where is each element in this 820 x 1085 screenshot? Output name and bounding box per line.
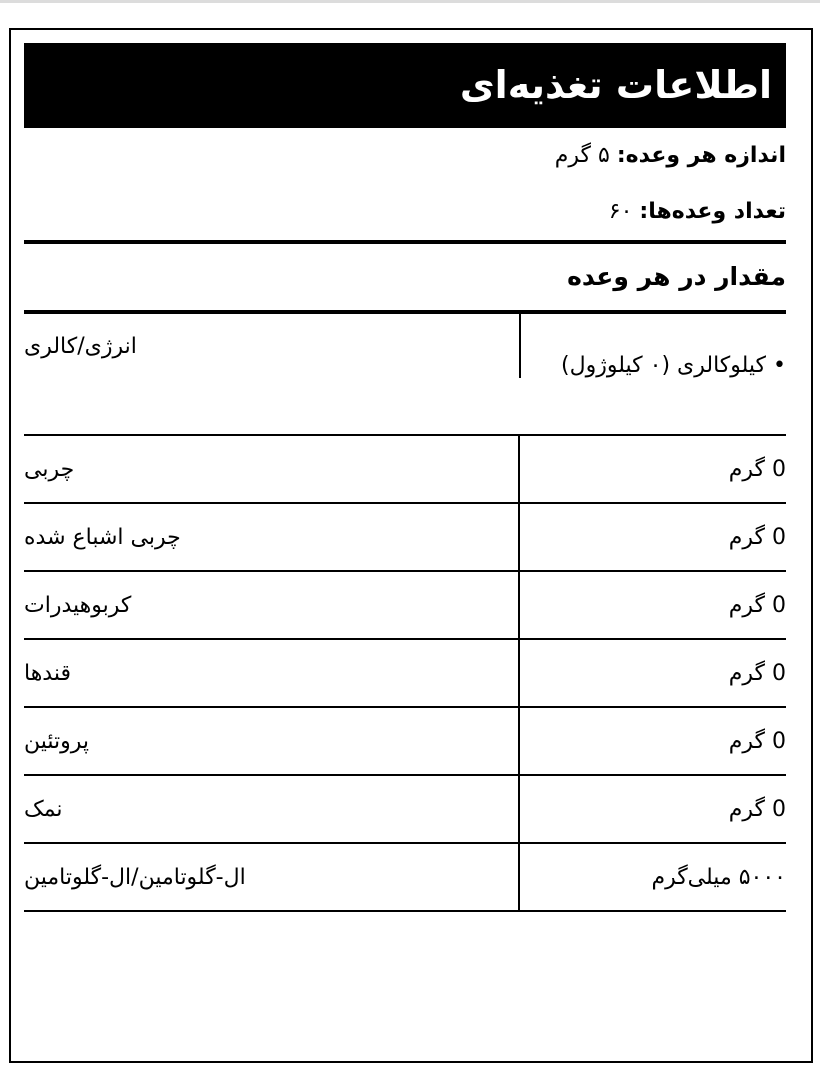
nutrient-value: 0 گرم xyxy=(519,707,786,775)
servings-count xyxy=(24,184,786,240)
nutrient-name: چربی xyxy=(24,435,519,503)
table-row xyxy=(24,639,786,707)
energy-name: انرژی/کالری xyxy=(24,314,519,435)
nutrient-value: 0 گرم xyxy=(519,435,786,503)
label-title: اطلاعات تغذیه‌ای xyxy=(24,43,786,128)
nutrient-value: ۵۰۰۰ میلی‌گرم xyxy=(519,843,786,911)
nutrient-name: نمک xyxy=(24,775,519,843)
servings-count-value: ۶۰ xyxy=(608,199,633,224)
energy-value-cell xyxy=(519,314,786,435)
nutrient-name: قندها xyxy=(24,639,519,707)
column-separator xyxy=(519,314,521,378)
nutrient-value: 0 گرم xyxy=(519,571,786,639)
nutrient-value: 0 گرم xyxy=(519,775,786,843)
nutrient-value: 0 گرم xyxy=(519,503,786,571)
nutrient-name: کربوهیدرات xyxy=(24,571,519,639)
amount-per-serving-heading: مقدار در هر وعده xyxy=(567,262,786,291)
table-row xyxy=(24,843,786,911)
table-row-energy xyxy=(24,314,786,435)
nutrition-table xyxy=(24,314,786,912)
nutrient-name: ال-گلوتامین/ال-گلوتامین xyxy=(24,843,519,911)
table-row xyxy=(24,775,786,843)
nutrient-value: 0 گرم xyxy=(519,639,786,707)
nutrient-name: پروتئین xyxy=(24,707,519,775)
table-row xyxy=(24,503,786,571)
table-row xyxy=(24,707,786,775)
servings-count-label: تعداد وعده‌ها: xyxy=(639,199,786,224)
top-divider xyxy=(0,0,820,3)
table-row xyxy=(24,435,786,503)
serving-size xyxy=(24,128,786,184)
nutrient-name: چربی اشباع شده xyxy=(24,503,519,571)
serving-size-label: اندازه هر وعده: xyxy=(616,143,786,168)
serving-size-value: ۵ گرم xyxy=(554,143,610,168)
table-row xyxy=(24,571,786,639)
energy-value: • کیلوکالری (۰ کیلوژول) xyxy=(561,353,786,378)
nutrition-label xyxy=(9,28,813,1063)
nutrition-content xyxy=(24,43,786,912)
